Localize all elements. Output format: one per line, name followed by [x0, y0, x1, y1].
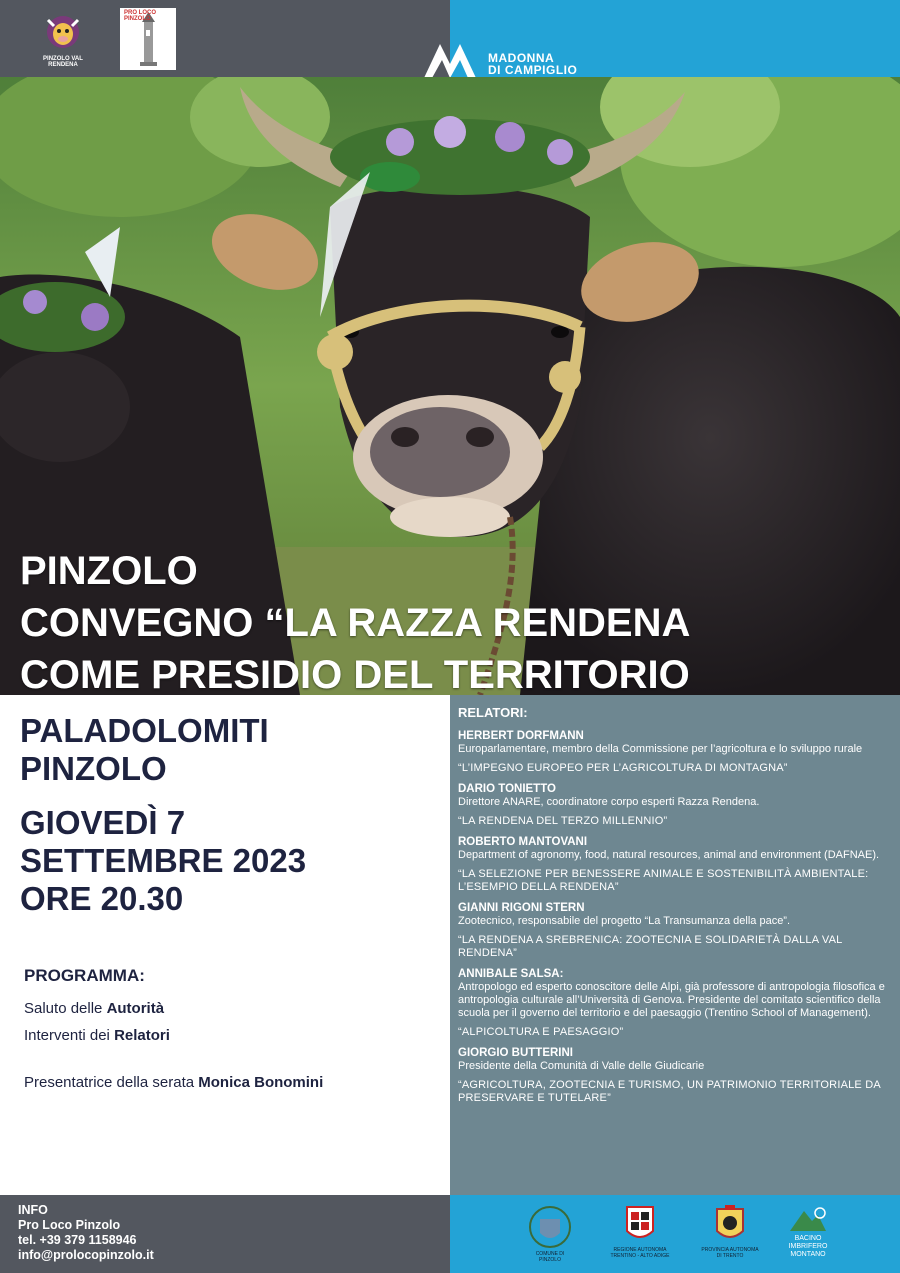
venue — [20, 712, 269, 788]
madonna-di-campiglio-logo — [488, 52, 577, 76]
program-item-greetings — [24, 1000, 164, 1017]
speaker-talk: “AGRICOLTURA, ZOOTECNIA E TURISMO, UN PATRIMONIO TERRITORIALE DA PRESERVARE E TUTELARE” — [458, 1079, 881, 1104]
speaker-talk: “ALPICOLTURA E PAESAGGIO” — [458, 1026, 624, 1038]
logo-caption: BACINO IMBRIFERO MONTANO — [788, 1235, 828, 1258]
program-item-text: Interventi dei — [24, 1027, 115, 1044]
madonna-di-campiglio-mountain-icon — [424, 38, 484, 78]
speaker-item — [458, 968, 886, 1039]
speaker-role: Antropologo ed esperto conoscitore delle Alpi, già professore di antropologia filosofica e antropologia culturale all’Università di Genova. Presidente del comitato scientifico della scuola per il governo del territorio e del paesaggio (Trentino School of Management). — [458, 981, 885, 1019]
hero-cow-photo — [0, 77, 900, 695]
speakers-panel — [450, 695, 900, 1195]
speaker-name: ANNIBALE SALSA: — [458, 968, 564, 980]
info-phone: tel. +39 379 1158946 — [18, 1233, 137, 1247]
event-day: GIOVEDÌ 7 — [20, 804, 186, 841]
madonna-text: MADONNA — [488, 51, 555, 65]
program-title: PROGRAMMA: — [24, 966, 145, 985]
speaker-item — [458, 730, 886, 775]
proloco-caption: PRO LOCO PINZOLO — [124, 10, 157, 22]
venue-town: PINZOLO — [20, 750, 167, 787]
speaker-item — [458, 902, 886, 960]
provincia-trento-logo — [700, 1205, 760, 1263]
header-left-bar — [0, 0, 450, 77]
speaker-talk: “L’IMPEGNO EUROPEO PER L’AGRICOLTURA DI MONTAGNA” — [458, 762, 788, 774]
speaker-role: Direttore ANARE, coordinatore corpo esperti Razza Rendena. — [458, 796, 760, 808]
speaker-item — [458, 1047, 886, 1105]
program-item-text: Saluto delle — [24, 1000, 107, 1017]
event-date: SETTEMBRE 2023 — [20, 842, 307, 879]
hero-title-line-2: CONVEGNO “LA RAZZA RENDENA — [20, 601, 691, 645]
speaker-name: HERBERT DORFMANN — [458, 730, 584, 742]
speaker-role: Presidente della Comunità di Valle delle Giudicarie — [458, 1060, 705, 1072]
speakers-title: RELATORI: — [458, 705, 528, 720]
speaker-name: GIORGIO BUTTERINI — [458, 1047, 573, 1059]
presenter-name: Monica Bonomini — [198, 1074, 324, 1091]
program-item-speakers — [24, 1027, 170, 1044]
hero-title-line-1: PINZOLO — [20, 549, 198, 593]
program-item-bold: Relatori — [114, 1027, 170, 1044]
program-item-text: Presentatrice della serata — [24, 1074, 199, 1091]
logo-caption: COMUNE DI PINZOLO — [535, 1251, 565, 1263]
speaker-talk: “LA RENDENA A SREBRENICA: ZOOTECNIA E SOLIDARIETÀ DALLA VAL RENDENA” — [458, 934, 843, 959]
comune-di-pinzolo-logo — [525, 1205, 575, 1263]
speaker-name: DARIO TONIETTO — [458, 783, 556, 795]
program-item-bold: Autorità — [106, 1000, 165, 1017]
info-email[interactable]: info@prolocopinzolo.it — [18, 1248, 154, 1262]
campiglio-text: DI CAMPIGLIO — [488, 63, 578, 77]
program-presenter — [24, 1074, 323, 1091]
venue-name: PALADOLOMITI — [20, 712, 269, 749]
proloco-pinzolo-logo — [120, 8, 176, 70]
event-time: ORE 20.30 — [20, 880, 184, 917]
logo-caption: PROVINCIA AUTONOMA DI TRENTO — [701, 1247, 759, 1259]
bacino-imbrifero-montano-logo — [783, 1205, 833, 1263]
speaker-talk: “LA RENDENA DEL TERZO MILLENNIO” — [458, 815, 668, 827]
speaker-item — [458, 836, 886, 894]
speaker-item — [458, 783, 886, 828]
regione-trentino-logo — [610, 1205, 670, 1263]
logo-caption: REGIONE AUTONOMA TRENTINO - ALTO ADIGE — [610, 1247, 670, 1259]
speaker-name: GIANNI RIGONI STERN — [458, 902, 585, 914]
speaker-talk: “LA SELEZIONE PER BENESSERE ANIMALE E SOSTENIBILITÀ AMBIENTALE: L’ESEMPIO DELLA RENDENA” — [458, 868, 869, 893]
logo-caption: PINZOLO VAL RENDENA — [43, 56, 83, 68]
speaker-role: Zootecnico, responsabile del progetto “La Transumanza della pace”. — [458, 915, 791, 927]
pinzolo-val-rendena-logo — [32, 8, 94, 70]
speaker-name: ROBERTO MANTOVANI — [458, 836, 588, 848]
hero-title-line-3: COME PRESIDIO DEL TERRITORIO — [20, 653, 690, 695]
info-org: Pro Loco Pinzolo — [18, 1218, 121, 1232]
info-label: INFO — [18, 1203, 48, 1217]
footer-sponsor-logos — [450, 1195, 900, 1273]
hero-title — [20, 545, 690, 695]
event-datetime — [20, 804, 306, 918]
footer-info — [0, 1195, 450, 1273]
speaker-role: Europarlamentare, membro della Commissione per l’agricoltura e lo sviluppo rurale — [458, 743, 863, 755]
speaker-role: Department of agronomy, food, natural resources, animal and environment (DAFNAE). — [458, 849, 880, 861]
